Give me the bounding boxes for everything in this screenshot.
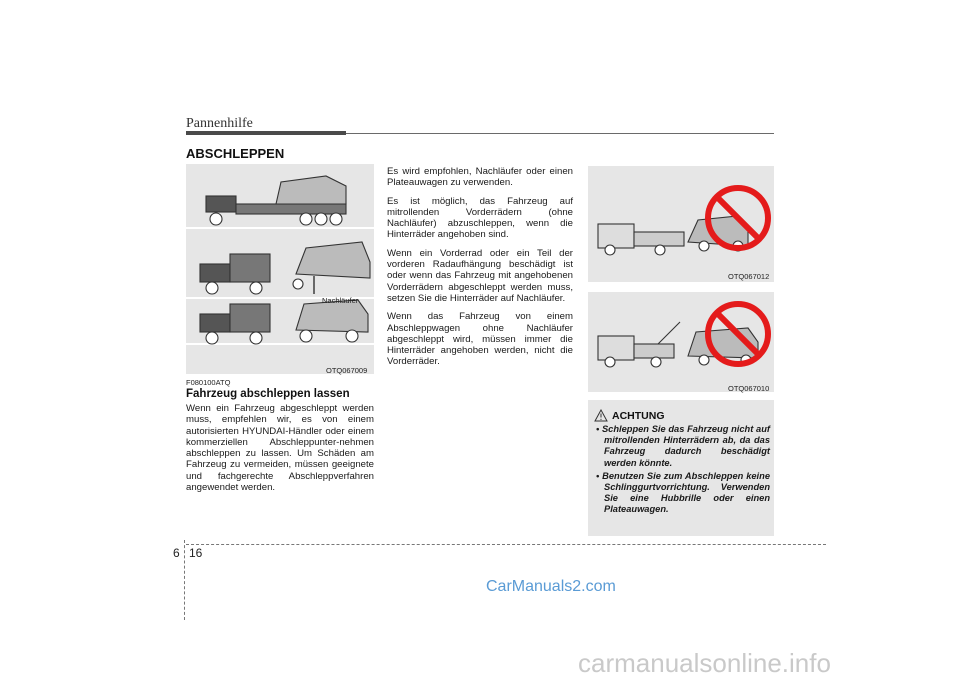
- tow-truck-illustration: [186, 164, 374, 374]
- section-code: F080100ATQ: [186, 378, 231, 387]
- trailer-label: Nachläufer: [322, 296, 359, 305]
- prohibited-tow-illustration-2: [588, 292, 774, 392]
- header-rule-dark: [186, 131, 346, 135]
- figure-caption: OTQ067012: [728, 272, 770, 281]
- prohibited-tow-drawing-1: [588, 166, 774, 282]
- footer-vertical-rule: [184, 540, 185, 620]
- chapter-number: 6: [173, 546, 180, 560]
- page-number: 16: [189, 546, 203, 560]
- watermark-top: CarManuals2.com: [486, 578, 616, 595]
- paragraph: Wenn das Fahrzeug von einem Abschleppwagen ohne Nachläufer abgeschleppt wird, müssen immer die Hinterräder angehoben werden, nicht die Vorderräder.: [387, 311, 573, 368]
- warning-title: ACHTUNG: [612, 410, 665, 422]
- figure-caption: OTQ067010: [728, 384, 770, 393]
- chapter-title: Pannenhilfe: [186, 116, 253, 131]
- section-title: ABSCHLEPPEN: [186, 146, 285, 161]
- header-rule: [346, 133, 774, 134]
- subsection-title: Fahrzeug abschleppen lassen: [186, 388, 350, 400]
- warning-item: • Benutzen Sie zum Abschleppen keine Schlinggurtvorrichtung. Verwenden Sie eine Hubbrille oder einen Plateauwagen.: [596, 470, 770, 515]
- tow-truck-drawing: [186, 164, 374, 374]
- warning-item: • Schleppen Sie das Fahrzeug nicht auf mitrollenden Hinterrädern ab, da das Fahrzeug dadurch beschädigt werden könnte.: [596, 424, 770, 468]
- middle-body-text: [387, 166, 573, 375]
- paragraph: Wenn ein Vorderrad oder ein Teil der vorderen Radaufhängung beschädigt ist oder wenn das Fahrzeug mit angehobenen Vorderrädern abgeschleppt werden muss, setzen Sie die Hinterräder auf Nachläufer.: [387, 247, 573, 304]
- paragraph: Es ist möglich, das Fahrzeug auf mitrollenden Vorderrädern (ohne Nachläufer) abzuschleppen, wenn die Hinterräder angehoben sind.: [387, 195, 573, 241]
- footer-rule: [186, 544, 826, 545]
- figure-caption: OTQ067009: [326, 366, 368, 375]
- prohibited-tow-drawing-2: [588, 292, 774, 392]
- watermark-bottom: carmanualsonline.info: [578, 648, 831, 678]
- left-body-text: Wenn ein Fahrzeug abgeschleppt werden muss, empfehlen wir, es von einem autorisierten HYUNDAI-Händler oder einem kommerziellen Abschleppunter-nehmen abschleppen zu lassen. Um Schäden am Fahrzeug zu vermeiden, müssen geeignete und fachgerechte Abschleppverfahren angewendet werden.: [186, 403, 374, 494]
- paragraph: Es wird empfohlen, Nachläufer oder einen Plateauwagen zu verwenden.: [387, 166, 573, 189]
- warning-triangle-icon: [594, 409, 608, 422]
- prohibited-tow-illustration-1: [588, 166, 774, 282]
- warning-list: [594, 424, 770, 518]
